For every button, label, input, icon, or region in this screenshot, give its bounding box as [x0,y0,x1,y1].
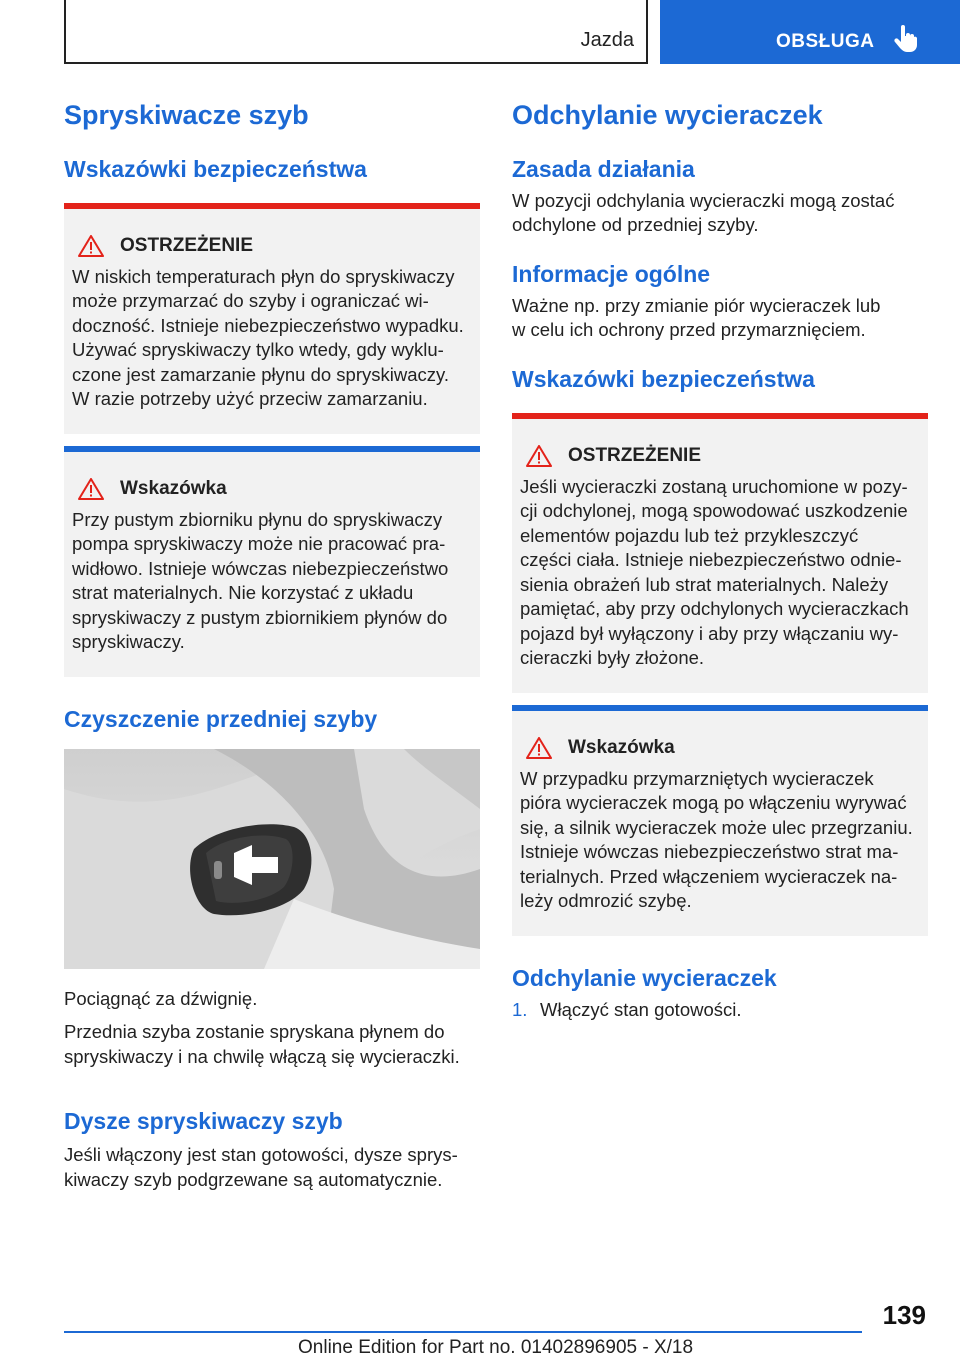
general-heading: Informacje ogólne [512,260,711,287]
note-text: Przy pustym zbiorniku płynu do spryskiwaczy pompa spryskiwaczy może nie pracować pra- widłowo. Istnieje wówczas niebezpieczeństwo strat materialnych. Nie korzystać z układu spryskiwaczy z pustym zbiornikiem płynów do spryskiwaczy. [72,508,449,653]
fold-steps-heading: Odchylanie wycieraczek [512,964,777,991]
general-text: Ważne np. przy zmianie piór wycieraczek lub w celu ich ochrony przed przymarznięciem. [512,294,881,341]
clean-step-text: Pociągnąć za dźwignię. [64,987,258,1009]
warning-triangle-icon [78,235,104,257]
header-section-box [660,0,960,64]
nozzle-text: Jeśli włączony jest stan gotowości, dysze sprys- kiwaczy szyb podgrzewane są automatycznie. [64,1144,458,1190]
note-text: W przypadku przymarzniętych wycieraczek pióra wycieraczek mogą po włączeniu wyrywać się, a silnik wycieraczek może ulec przegrzaniu. Istnieje wówczas niebezpieczeństwo strat ma- terialnych. Przed włączeniem wycieraczek na- leży odmrozić szybę. [520,767,913,912]
washer-safety-heading: Wskazówki bezpieczeństwa [64,156,367,183]
fold-warning-box [512,413,928,693]
note-title: Wskazówka [568,736,675,758]
fold-note-box [512,705,928,936]
principle-text: W pozycji odchylania wycieraczki mogą zostać odchylone od przedniej szyby. [512,189,895,236]
pointing-hand-icon [894,25,918,53]
clean-heading: Czyszczenie przedniej szyby [64,705,378,732]
fold-safety-heading: Wskazówki bezpieczeństwa [512,365,815,392]
washer-title: Spryskiwacze szyb [64,100,309,130]
wiper-lever-photo [64,749,480,969]
warning-text: W niskich temperaturach płyn do spryskiwaczy może przymarzać do szyby i ograniczać wi- doczność. Istnieje niebezpieczeństwo wypadku. Używać spryskiwaczy tylko wtedy, gdy wyklu- czone jest zamarzanie płynu do spryskiwaczy. W razie potrzeby użyć przeciw zamarzaniu. [72,265,464,410]
warning-title: OSTRZEŻENIE [568,444,702,466]
header-chapter-box [64,0,648,64]
washer-warning-box [64,203,480,434]
footer-divider [64,1331,862,1333]
chapter-title: Jazda [580,29,634,51]
warning-text: Jeśli wycieraczki zostaną uruchomione w pozy- cji odchylonej, mogą spowodować uszkodzenie elementów pojazdu lub też przykleszczyć części ciała. Istnieje niebezpieczeństwo odnie- sienia obrażeń lub strat materialnych. Należy pamiętać, aby przy odchylonych wycieraczkach pojazd był wyłączony i aby przy włączaniu wy- cieraczki były złożone. [520,475,909,669]
note-title: Wskazówka [120,477,227,499]
step-number: 1. [512,998,528,1020]
principle-heading: Zasada działania [512,156,695,183]
clean-result-text: Przednia szyba zostanie spryskana płynem do spryskiwaczy i na chwilę włączą się wycieraczki. [64,1021,460,1067]
warning-triangle-icon [526,445,552,467]
page-number: 139 [882,1300,926,1330]
step-text: Włączyć stan gotowości. [540,998,742,1020]
section-title: OBSŁUGA [776,31,875,52]
footer-edition: Online Edition for Part no. 01402896905 - X/18 [298,1337,694,1358]
nozzle-heading: Dysze spryskiwaczy szyb [64,1108,343,1135]
warning-triangle-icon [78,478,104,500]
warning-title: OSTRZEŻENIE [120,234,254,256]
fold-title: Odchylanie wycieraczek [512,100,823,130]
fold-steps-list [512,998,928,1023]
warning-triangle-icon [526,737,552,759]
left-column [64,98,480,1192]
right-column [512,98,928,1022]
washer-note-box [64,446,480,677]
list-item [512,998,928,1023]
